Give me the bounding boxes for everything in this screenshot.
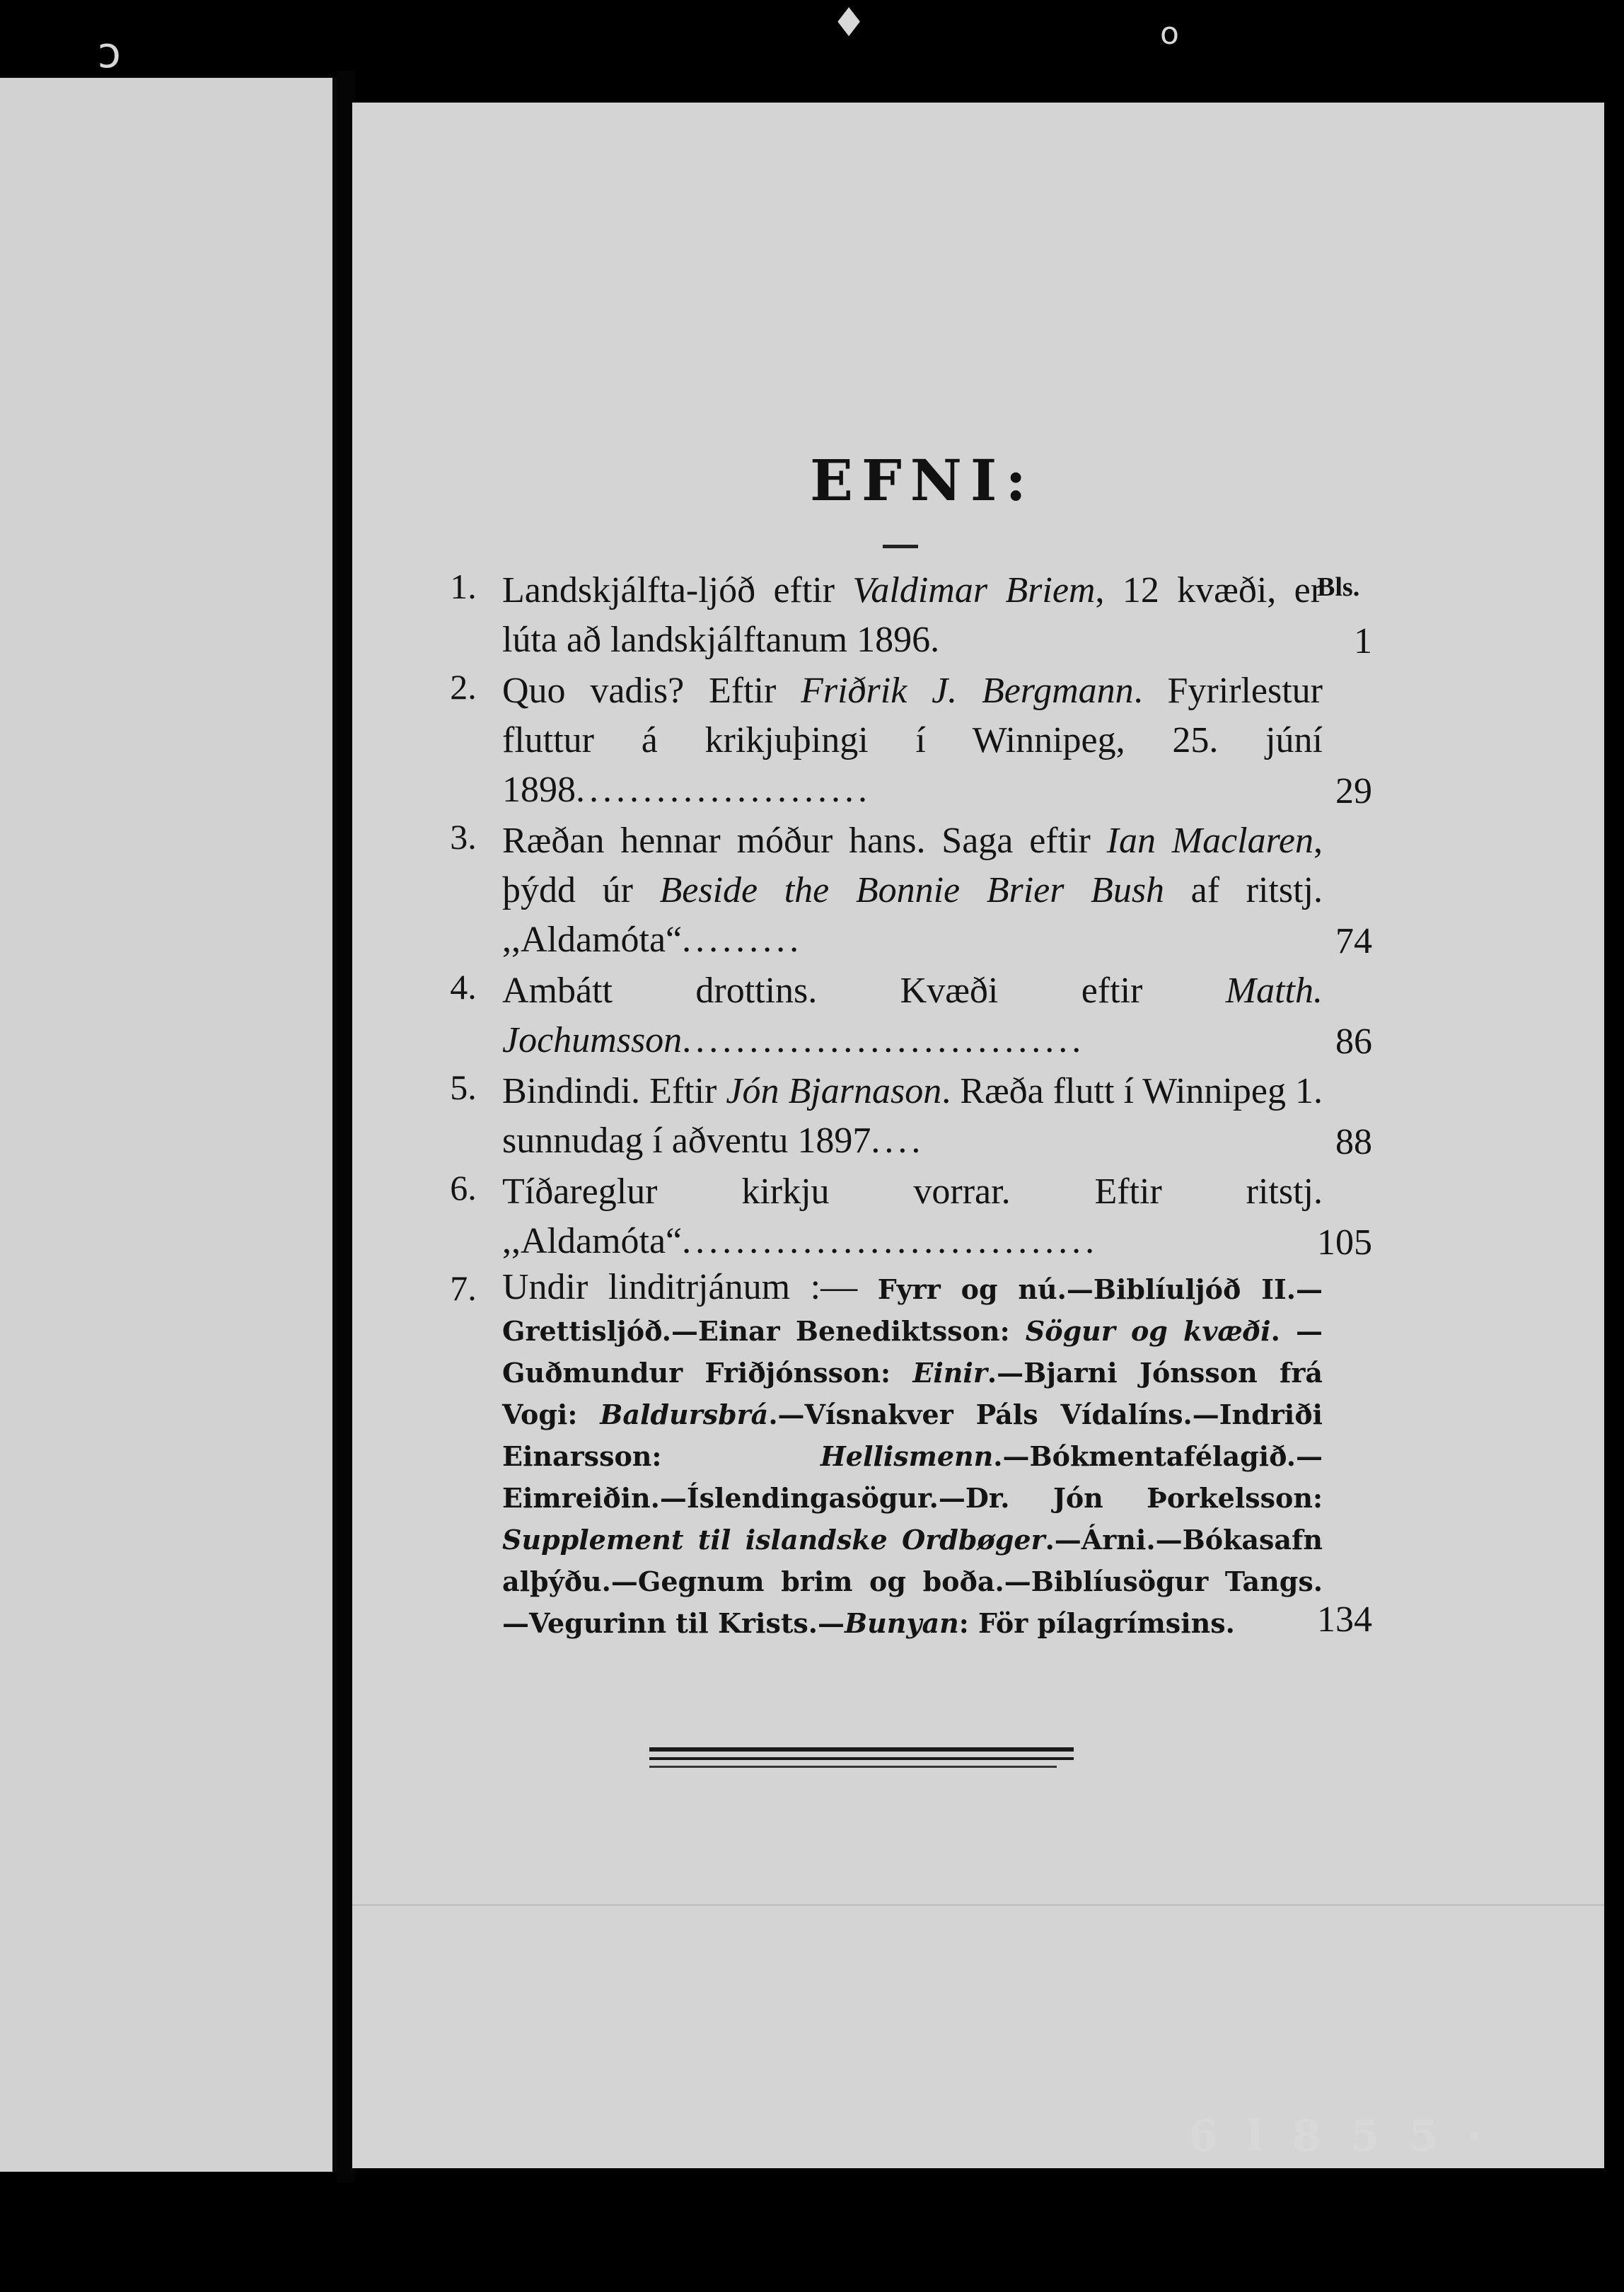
entry-page-number: 1 <box>1354 621 1372 661</box>
entry-number: 1. <box>450 567 477 606</box>
title-dash <box>883 545 918 548</box>
page-column-header: Bls. <box>1317 572 1360 602</box>
entry-number: 4. <box>450 967 477 1007</box>
toc-entry <box>431 966 1372 1065</box>
table-of-contents <box>431 566 1372 1645</box>
entry-page-number: 74 <box>1335 921 1372 961</box>
entry-page-number: 134 <box>1317 1599 1372 1640</box>
entry-title: Ræðan hennar móður hans. Saga eftir Ian Maclaren, þýdd úr Beside the Bonnie Brier Bush af ritstj. ,,Aldamóta“......... <box>502 821 1323 960</box>
margin-mark: ↄ <box>98 28 121 78</box>
entry-page-number: 88 <box>1335 1122 1372 1162</box>
margin-mark: ♦ <box>831 0 867 46</box>
ornamental-rule <box>649 1747 1074 1768</box>
entry-title: Undir linditrjánum :— Fyrr og nú.—Biblíuljóð II.—Grettisljóð.—Einar Benediktsson: Sögur og kvæði. —Guðmundur Friðjónsson: Einir.—Bjarni Jónsson frá Vogi: Baldursbrá.—Vísnakver Páls Vídalíns.—Indriði Einarsson: Hellismenn.—Bókmentafélagið.—Eimreiðin.—Íslendingasögur.—Dr. Jón Þorkelsson: Supplement til islandske Ordbøger.—Árni.—Bókasafn alþýðu.—Gegnum brim og boða.—Biblíusögur Tangs. —Vegurinn til Krists.—Bunyan: För pílagrímsins. <box>502 1267 1323 1639</box>
archive-stamp: 6 l 8 5 5 · <box>1188 2112 1490 2161</box>
entry-title: Ambátt drottins. Kvæði eftir Matth. Jochumsson.............................. <box>502 971 1323 1060</box>
entry-number: 7. <box>450 1268 477 1308</box>
entry-number: 2. <box>450 667 477 707</box>
entry-number: 3. <box>450 817 477 857</box>
toc-entry <box>431 1268 1372 1643</box>
entry-title: Landskjálfta-ljóð eftir Valdimar Briem, 12 kvæði, er lúta að landskjálftanum 1896. <box>502 570 1323 660</box>
entry-title: Bindindi. Eftir Jón Bjarnason. Ræða flutt í Winnipeg 1. sunnudag í aðventu 1897.... <box>502 1071 1323 1161</box>
toc-entry <box>431 666 1372 815</box>
entry-page-number: 86 <box>1335 1021 1372 1062</box>
page-title: EFNI: <box>810 447 1035 514</box>
entry-number: 6. <box>450 1168 477 1208</box>
entry-page-number: 105 <box>1317 1222 1372 1263</box>
entry-title: Tíðareglur kirkju vorrar. Eftir ritstj. ,,Aldamóta“............................... <box>502 1171 1323 1261</box>
toc-entry <box>431 1167 1372 1266</box>
margin-mark: o <box>1160 16 1179 52</box>
entry-number: 5. <box>450 1067 477 1107</box>
entry-title: Quo vadis? Eftir Friðrik J. Bergmann. Fyrirlestur fluttur á krikjuþingi í Winnipeg, 25. júní 1898...................... <box>502 671 1323 810</box>
page-fold-line <box>352 1904 1604 1906</box>
toc-entry <box>431 816 1372 965</box>
toc-entry <box>431 1067 1372 1166</box>
toc-entry <box>431 566 1372 665</box>
entry-page-number: 29 <box>1335 771 1372 811</box>
left-page <box>0 78 337 2172</box>
